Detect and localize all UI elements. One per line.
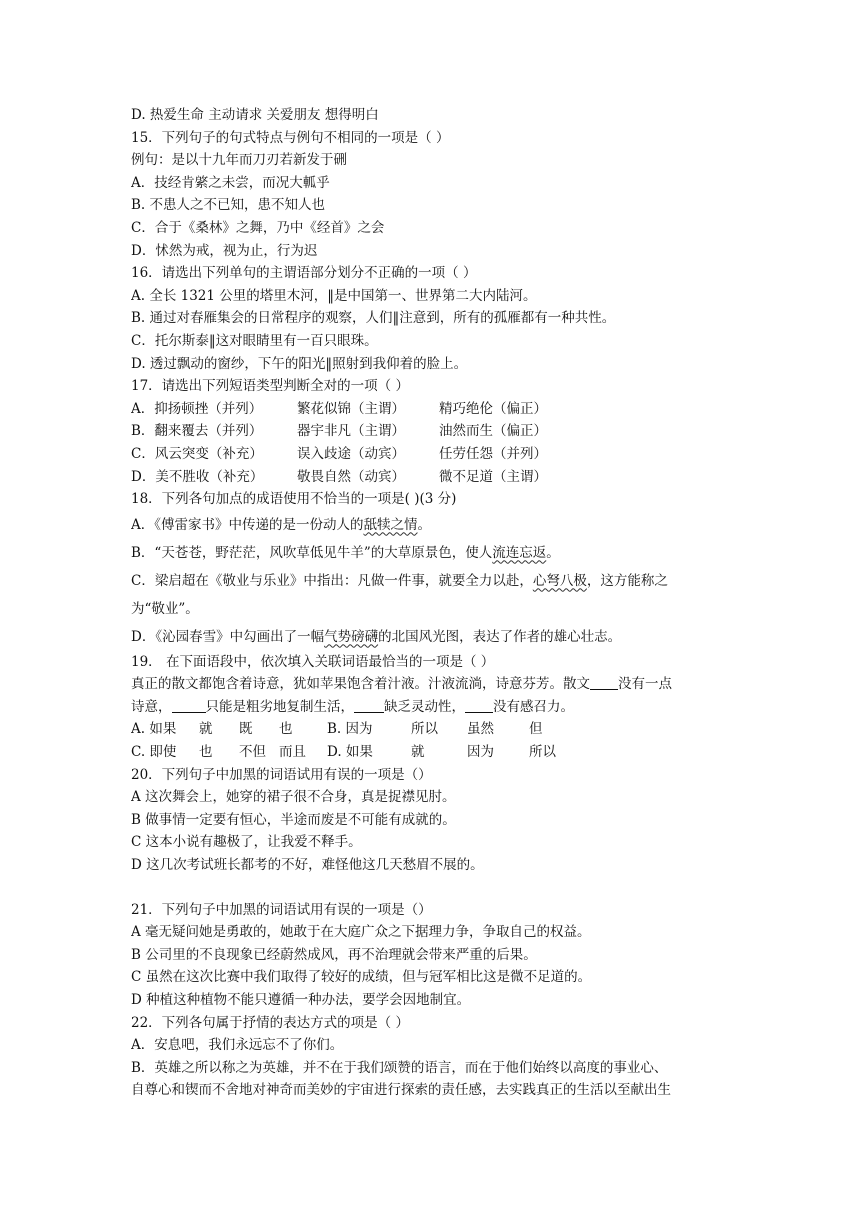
question-15-option-d: D．怵然为戒，视为止，行为迟	[131, 242, 318, 259]
question-19-options-ab: A. 如果 就 既 也 B. 因为 所以 虽然 但	[131, 721, 543, 738]
question-21-option-a: A 毫无疑问她是勇敢的，她敢于在大庭广众之下据理力争，争取自己的权益。	[131, 924, 591, 941]
question-16: 16．请选出下列单句的主谓语部分划分不正确的一项（ ）	[131, 265, 477, 282]
question-16-option-c: C．托尔斯泰‖这对眼睛里有一百只眼珠。	[131, 332, 378, 349]
question-17-option-c	[131, 443, 741, 466]
phrase-cell: C．风云突变（补充）	[131, 445, 263, 462]
question-19: 19． 在下面语段中，依次填入关联词语最恰当的一项是（ ）	[131, 653, 495, 670]
question-21: 21．下列句子中加黑的词语试用有误的一项是（）	[131, 901, 432, 918]
phrase-cell: 器宇非凡（主谓）	[297, 423, 405, 440]
question-21-option-c: C 虽然在这次比赛中我们取得了较好的成绩，但与冠军相比这是微不足道的。	[131, 969, 592, 986]
question-18-option-c-continued: 为“敬业”。	[131, 600, 199, 617]
question-20-option-a: A 这次舞会上，她穿的裙子很不合身，真是捉襟见肘。	[131, 789, 456, 806]
question-19-options-cd: C. 即使 也 不但 而且 D. 如果 就 因为 所以	[131, 744, 556, 761]
blank-line	[131, 877, 741, 899]
question-22-option-a: A．安息吧，我们永远忘不了你们。	[131, 1037, 344, 1054]
phrase-cell: 微不足道（主谓）	[439, 468, 547, 485]
phrase-cell: B．翻来覆去（并列）	[131, 423, 263, 440]
question-22: 22．下列各句属于抒情的表达方式的项是（ ）	[131, 1014, 409, 1031]
question-15-option-a: A．技经肯綮之未尝，而况大軱乎	[131, 174, 330, 191]
phrase-cell: 敬畏自然（动宾）	[297, 468, 405, 485]
question-22-option-b: B．英雄之所以称之为英雄，并不在于我们颂赞的语言，而在于他们始终以高度的事业心、	[131, 1059, 668, 1076]
question-21-option-d: D 种植这种植物不能只遵循一种办法，要学会因地制宜。	[131, 992, 471, 1008]
question-15-example: 例句：是以十九年而刀刃若新发于硎	[131, 152, 347, 169]
question-20: 20．下列句子中加黑的词语试用有误的一项是（）	[131, 766, 432, 783]
question-16-option-a: A. 全长 1321 公里的塔里木河，‖是中国第一、世界第二大内陆河。	[131, 287, 537, 304]
phrase-cell: D．美不胜收（补充）	[131, 468, 264, 485]
question-16-option-b: B. 通过对春雁集会的日常程序的观察，人们‖注意到，所有的孤雁都有一种共性。	[131, 310, 616, 327]
question-18: 18．下列各句加点的成语使用不恰当的一项是( )(3 分)	[131, 491, 457, 508]
question-19-passage-line-1: 真正的散文都饱含着诗意，犹如苹果饱含着汁液。汁液流淌，诗意芬芳。散文 没有一点	[131, 676, 672, 693]
phrase-cell: 误入歧途（动宾）	[297, 445, 405, 462]
fill-blank	[590, 675, 618, 690]
question-18-option-c: C．梁启超在《敬业与乐业》中指出：凡做一件事，就要全力以赴，心弩八极，这方能称之	[131, 572, 668, 589]
question-17-option-a	[131, 398, 741, 421]
question-20-option-d: D 这几次考试班长都考的不好，难怪他这几天愁眉不展的。	[131, 857, 484, 874]
phrase-cell: 繁花似锦（主谓）	[297, 400, 405, 417]
question-19-passage-line-2: 诗意， 只能是粗劣地复制生活， 缺乏灵动性， 没有感召力。	[131, 698, 574, 715]
dotted-idiom: 流连忘返	[492, 544, 547, 561]
fill-blank	[354, 698, 384, 713]
question-17-option-d	[131, 466, 741, 489]
phrase-cell: A．抑扬顿挫（并列）	[131, 400, 263, 417]
question-17-option-b	[131, 420, 741, 443]
phrase-cell: 精巧绝伦（偏正）	[439, 400, 547, 417]
question-21-option-b: B 公司里的不良现象已经蔚然成风，再不治理就会带来严重的后果。	[131, 946, 537, 963]
fill-blank	[172, 698, 206, 713]
question-20-option-b: B 做事情一定要有恒心，半途而废是不可能有成就的。	[131, 811, 456, 828]
question-22-option-b-continued: 自尊心和锲而不舍地对神奇而美妙的宇宙进行探索的责任感，去实践真正的生活以至献出生	[131, 1082, 671, 1099]
question-20-option-c: C 这本小说有趣极了，让我爱不释手。	[131, 834, 362, 851]
phrase-cell: 任劳任怨（并列）	[439, 445, 547, 462]
question-16-option-d: D. 透过飘动的窗纱，下午的阳光‖照射到我仰着的脸上。	[131, 355, 468, 372]
question-18-option-a: A．《傅雷家书》中传递的是一份动人的舐犊之情。	[131, 516, 431, 533]
question-15-option-c: C．合于《桑林》之舞，乃中《经首》之会	[131, 219, 385, 236]
dotted-idiom: 心弩八极	[532, 572, 587, 589]
dotted-idiom: 气势磅礴	[324, 628, 379, 645]
phrase-cell: 油然而生（偏正）	[439, 423, 547, 440]
dotted-idiom: 舐犊之情	[363, 516, 418, 533]
question-18-option-b: B．“天苍苍，野茫茫，风吹草低见牛羊”的大草原景色，使人流连忘返。	[131, 544, 560, 561]
question-17: 17．请选出下列短语类型判断全对的一项（ ）	[131, 378, 409, 395]
document-content	[131, 104, 741, 1102]
question-15: 15．下列句子的句式特点与例句不相同的一项是（ ）	[131, 129, 450, 146]
option-d-previous-question: D. 热爱生命 主动请求 关爱朋友 想得明白	[131, 107, 379, 123]
question-15-option-b: B. 不患人之不已知，患不知人也	[131, 197, 326, 214]
question-18-option-d: D．《沁园春雪》中勾画出了一幅气势磅礴的北国风光图，表达了作者的雄心壮志。	[131, 628, 622, 645]
fill-blank	[465, 698, 493, 713]
